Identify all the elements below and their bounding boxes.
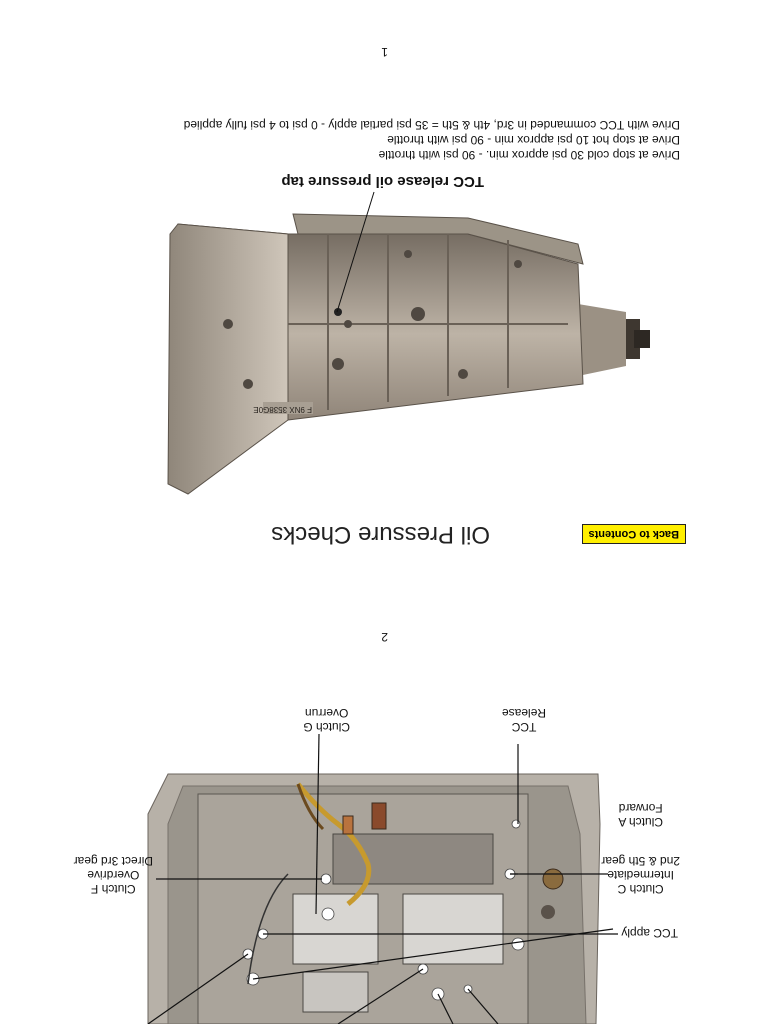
spec-line-hot: Drive at stop hot 10 psi approx min - 90 psi with throttle [387, 133, 680, 147]
label-clutch-f [74, 854, 153, 896]
clutch-g-line2: Overrun [304, 706, 349, 720]
label-tcc-release [502, 706, 546, 734]
casting-marking: F 9NX 3538G0E [253, 405, 312, 414]
tcc-apply-line1: TCC apply [621, 926, 678, 940]
spec-line-tcc: Drive with TCC commanded in 3rd, 4th & 5th = 35 psi partial apply - 0 psi to 4 psi fully applied [183, 118, 680, 132]
label-clutch-a [618, 801, 663, 829]
clutch-c-line1: Clutch C [617, 882, 664, 896]
clutch-c-line2: Intermediate [607, 868, 674, 882]
clutch-f-line2: Overdrive [87, 868, 140, 882]
page-number-1: 1 [381, 45, 388, 59]
clutch-c-line3: 2nd & 5th gear [601, 854, 680, 868]
back-to-contents-button[interactable]: Back to Contents [582, 524, 686, 544]
tcc-release-tap-callout: TCC release oil pressure tap [281, 173, 484, 190]
tcc-release-line2: Release [501, 706, 546, 720]
page-title: Oil Pressure Checks [271, 521, 490, 548]
page-number-2: 2 [381, 630, 388, 644]
clutch-a-line2: Forward [618, 801, 663, 815]
clutch-a-line1: Clutch A [618, 815, 663, 829]
label-tcc-apply [621, 926, 678, 940]
clutch-f-line3: Direct 3rd gear [73, 854, 153, 868]
clutch-f-line1: Clutch F [90, 882, 136, 896]
tcc-release-line1: TCC [511, 720, 537, 734]
label-clutch-g [303, 706, 350, 734]
spec-line-cold: Drive at stop cold 30 psi approx min. - 90 psi with throttle [378, 148, 680, 162]
clutch-g-line1: Clutch G [303, 720, 350, 734]
label-clutch-c [601, 854, 680, 896]
